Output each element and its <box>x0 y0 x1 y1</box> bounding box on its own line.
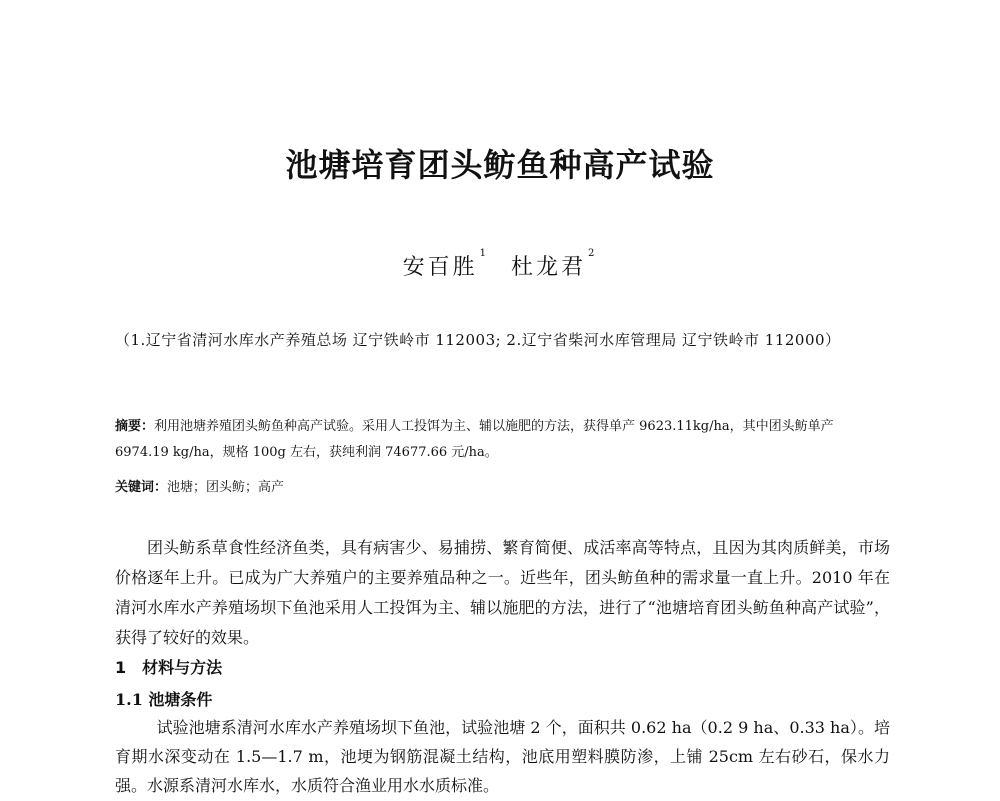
abstract-label: 摘要： <box>115 419 155 434</box>
abstract-text: 利用池塘养殖团头鲂鱼种高产试验。采用人工投饵为主、辅以施肥的方法，获得单产 9623.11kg/ha，其中团头鲂单产 6974.19 kg/ha，规格 100g 左右，获纯利润 74677.66 元/ha。 <box>115 419 834 460</box>
subsection-heading-1-1: 1.1 池塘条件 <box>115 690 213 709</box>
keywords-text: 池塘；团头鲂；高产 <box>167 480 285 495</box>
author-affiliation-marker: 2 <box>588 248 598 259</box>
paper-title: 池塘培育团头鲂鱼种高产试验 <box>285 146 715 184</box>
author-2 <box>511 248 598 280</box>
author-affiliation-marker: 1 <box>479 248 489 259</box>
keywords <box>115 477 885 499</box>
author-1 <box>402 248 501 280</box>
author-line <box>0 250 1000 281</box>
pond-conditions-paragraph: 试验池塘系清河水库水产养殖场坝下鱼池，试验池塘 2 个，面积共 0.62 ha（0.2 9 ha、0.33 ha）。培育期水深变动在 1.5—1.7 m，池埂为钢筋混凝土结构，池底用塑料膜防渗，上铺 25cm 左右砂石，保水力强。水源系清河水库水，水质符合渔业用水水质标准。 <box>115 718 890 795</box>
affiliations: （1.辽宁省清河水库水产养殖总场 辽宁铁岭市 112003; 2.辽宁省柴河水库管理局 辽宁铁岭市 112000） <box>115 331 841 349</box>
section-title: 材料与方法 <box>142 658 223 677</box>
intro-paragraph: 团头鲂系草食性经济鱼类，具有病害少、易捕捞、繁育简便、成活率高等特点，且因为其肉质鲜美，市场价格逐年上升。已成为广大养殖户的主要养殖品种之一。近些年，团头鲂鱼种的需求量一直上升。2010 年在清河水库水产养殖场坝下鱼池采用人工投饵为主、辅以施肥的方法，进行了“池塘培育团头鲂鱼种高产试验”，获得了较好的效果。 <box>115 538 890 647</box>
abstract <box>115 414 885 466</box>
author-name: 杜龙君 <box>511 255 587 280</box>
section-number: 1 <box>115 658 127 677</box>
author-name: 安百胜 <box>402 255 478 280</box>
section-heading-1 <box>115 654 222 682</box>
keywords-label: 关键词： <box>115 480 168 495</box>
